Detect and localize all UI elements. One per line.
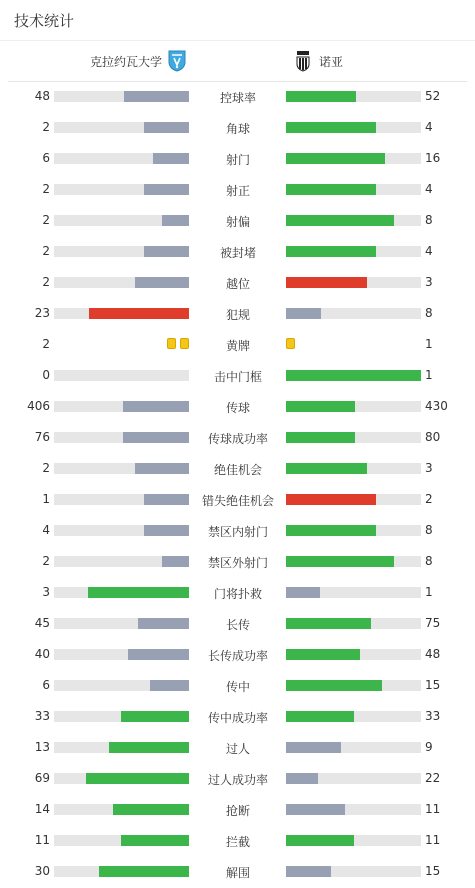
home-yellow-cards xyxy=(163,338,189,350)
home-stat-value: 14 xyxy=(34,802,50,816)
home-stat-bar xyxy=(89,308,189,319)
away-stat-value: 430 xyxy=(425,399,448,413)
away-stat-value: 11 xyxy=(425,802,441,816)
home-stat-value: 2 xyxy=(42,275,50,289)
home-stat-bar xyxy=(88,587,189,598)
away-stat-bar-track xyxy=(286,649,421,660)
away-stat-value: 9 xyxy=(425,740,433,754)
away-stat-value: 80 xyxy=(425,430,441,444)
away-stat-value: 75 xyxy=(425,616,441,630)
home-stat-bar-track xyxy=(54,122,189,133)
stat-label: 射正 xyxy=(225,184,250,198)
stat-label: 被封堵 xyxy=(219,246,256,260)
stats-list xyxy=(0,81,475,887)
stat-label: 传球成功率 xyxy=(207,432,268,446)
page-title: 技术统计 xyxy=(14,12,75,30)
home-stat-value: 45 xyxy=(34,616,50,630)
stat-row xyxy=(0,732,475,763)
home-stat-bar xyxy=(86,773,189,784)
home-stat-bar-track xyxy=(54,525,189,536)
away-team-name: 诺亚 xyxy=(319,55,344,69)
away-stat-bar xyxy=(286,866,331,877)
home-stat-bar xyxy=(109,742,189,753)
home-stat-bar-track xyxy=(54,649,189,660)
stat-row xyxy=(0,422,475,453)
away-stat-bar-track xyxy=(286,401,421,412)
away-stat-value: 3 xyxy=(425,275,433,289)
away-stat-bar-track xyxy=(286,866,421,877)
away-team-crest-icon xyxy=(296,50,310,72)
home-stat-bar-track xyxy=(54,618,189,629)
home-stat-bar xyxy=(144,525,189,536)
away-stat-bar-track xyxy=(286,308,421,319)
home-stat-bar-track xyxy=(54,680,189,691)
away-stat-bar-track xyxy=(286,587,421,598)
home-stat-bar xyxy=(150,680,189,691)
away-stat-bar xyxy=(286,556,394,567)
home-stat-bar-track xyxy=(54,587,189,598)
stat-row xyxy=(0,391,475,422)
home-stat-bar-track xyxy=(54,308,189,319)
away-stat-bar-track xyxy=(286,246,421,257)
stat-label: 击中门框 xyxy=(213,370,262,384)
away-stat-bar-track xyxy=(286,804,421,815)
yellow-card-icon xyxy=(167,338,176,349)
home-stat-value: 2 xyxy=(42,182,50,196)
stat-row xyxy=(0,267,475,298)
away-stat-value: 1 xyxy=(425,337,433,351)
away-stat-value: 8 xyxy=(425,523,433,537)
home-stat-bar-track xyxy=(54,866,189,877)
away-stat-value: 4 xyxy=(425,244,433,258)
away-stat-bar xyxy=(286,308,321,319)
home-stat-bar-track xyxy=(54,370,189,381)
home-stat-bar-track xyxy=(54,401,189,412)
home-stat-value: 11 xyxy=(34,833,50,847)
away-stat-bar-track xyxy=(286,835,421,846)
away-stat-value: 15 xyxy=(425,864,441,878)
stat-row xyxy=(0,701,475,732)
home-stat-bar xyxy=(162,556,189,567)
home-team-crest-icon xyxy=(168,50,186,72)
yellow-card-icon xyxy=(180,338,189,349)
stat-row xyxy=(0,205,475,236)
away-stat-bar xyxy=(286,153,385,164)
home-stat-bar xyxy=(138,618,189,629)
stat-label: 传中成功率 xyxy=(207,711,268,725)
away-stat-bar-track xyxy=(286,153,421,164)
away-stat-bar xyxy=(286,184,376,195)
home-stat-bar xyxy=(144,122,189,133)
stat-label: 传球 xyxy=(225,401,250,415)
away-stat-bar-track xyxy=(286,91,421,102)
home-stat-value: 2 xyxy=(42,554,50,568)
teams-row xyxy=(8,41,467,82)
home-stat-bar xyxy=(153,153,189,164)
away-stat-value: 33 xyxy=(425,709,441,723)
home-stat-value: 76 xyxy=(34,430,50,444)
away-yellow-cards xyxy=(286,338,299,350)
home-stat-bar-track xyxy=(54,91,189,102)
away-stat-bar-track xyxy=(286,618,421,629)
home-stat-bar xyxy=(128,649,189,660)
away-stat-bar xyxy=(286,463,367,474)
away-stat-value: 16 xyxy=(425,151,441,165)
stat-row xyxy=(0,143,475,174)
home-stat-bar xyxy=(144,246,189,257)
away-stat-value: 52 xyxy=(425,89,441,103)
away-stat-value: 8 xyxy=(425,554,433,568)
away-stat-bar xyxy=(286,246,376,257)
stats-header xyxy=(0,0,475,41)
home-stat-bar xyxy=(121,835,189,846)
stat-row xyxy=(0,236,475,267)
away-stat-bar xyxy=(286,773,318,784)
away-stat-value: 48 xyxy=(425,647,441,661)
home-stat-value: 40 xyxy=(34,647,50,661)
home-stat-bar xyxy=(123,432,189,443)
home-stat-bar xyxy=(123,401,189,412)
away-stat-bar xyxy=(286,215,394,226)
home-stat-bar-track xyxy=(54,494,189,505)
stat-label: 错失绝佳机会 xyxy=(201,494,274,508)
stat-row xyxy=(0,639,475,670)
stat-label: 禁区外射门 xyxy=(207,556,268,570)
stat-row xyxy=(0,453,475,484)
stat-row xyxy=(0,112,475,143)
home-stat-value: 3 xyxy=(42,585,50,599)
home-stat-value: 406 xyxy=(27,399,50,413)
away-stat-bar xyxy=(286,370,421,381)
away-stat-bar xyxy=(286,742,341,753)
away-stat-bar-track xyxy=(286,370,421,381)
stat-label: 绝佳机会 xyxy=(213,463,262,477)
home-stat-bar xyxy=(124,91,189,102)
stat-label: 禁区内射门 xyxy=(207,525,268,539)
stat-row xyxy=(0,670,475,701)
away-stat-bar xyxy=(286,122,376,133)
home-stat-bar xyxy=(144,184,189,195)
stat-label: 黄牌 xyxy=(225,339,250,353)
away-stat-bar xyxy=(286,618,371,629)
away-stat-value: 11 xyxy=(425,833,441,847)
stat-label: 解围 xyxy=(225,866,250,880)
home-stat-value: 6 xyxy=(42,678,50,692)
stat-row xyxy=(0,81,475,112)
away-stat-bar-track xyxy=(286,432,421,443)
stat-label: 长传成功率 xyxy=(207,649,268,663)
home-stat-bar xyxy=(135,463,189,474)
away-stat-bar xyxy=(286,680,382,691)
home-stat-bar xyxy=(113,804,189,815)
away-stat-bar xyxy=(286,525,376,536)
away-stat-bar-track xyxy=(286,742,421,753)
home-stat-bar-track xyxy=(54,184,189,195)
home-stat-bar-track xyxy=(54,215,189,226)
stat-label: 抢断 xyxy=(225,804,250,818)
home-stat-bar xyxy=(135,277,189,288)
home-stat-value: 0 xyxy=(42,368,50,382)
away-stat-bar xyxy=(286,804,345,815)
yellow-card-icon xyxy=(286,338,295,349)
home-stat-value: 33 xyxy=(34,709,50,723)
home-stat-bar xyxy=(144,494,189,505)
away-stat-bar-track xyxy=(286,494,421,505)
home-stat-value: 2 xyxy=(42,120,50,134)
away-stat-bar-track xyxy=(286,711,421,722)
stat-row xyxy=(0,577,475,608)
away-stat-value: 1 xyxy=(425,368,433,382)
away-stat-bar-track xyxy=(286,122,421,133)
away-stat-bar xyxy=(286,649,360,660)
away-stat-value: 4 xyxy=(425,182,433,196)
home-stat-bar-track xyxy=(54,246,189,257)
home-team-name: 克拉约瓦大学 xyxy=(89,55,162,69)
away-stat-value: 4 xyxy=(425,120,433,134)
home-stat-bar-track xyxy=(54,773,189,784)
away-stat-bar xyxy=(286,91,356,102)
away-stat-bar-track xyxy=(286,463,421,474)
home-stat-bar-track xyxy=(54,463,189,474)
stat-label: 控球率 xyxy=(219,91,256,105)
home-stat-value: 30 xyxy=(34,864,50,878)
away-stat-bar xyxy=(286,711,354,722)
away-stat-value: 8 xyxy=(425,213,433,227)
away-stat-bar xyxy=(286,835,354,846)
home-stat-value: 4 xyxy=(42,523,50,537)
stat-row xyxy=(0,298,475,329)
home-stat-bar-track xyxy=(54,153,189,164)
stat-row xyxy=(0,329,475,360)
stat-label: 过人成功率 xyxy=(207,773,268,787)
away-stat-bar-track xyxy=(286,773,421,784)
away-stat-value: 2 xyxy=(425,492,433,506)
stat-label: 长传 xyxy=(225,618,250,632)
stat-label: 角球 xyxy=(225,122,250,136)
home-stat-value: 13 xyxy=(34,740,50,754)
home-stat-bar-track xyxy=(54,742,189,753)
home-stat-bar xyxy=(121,711,189,722)
stat-row xyxy=(0,546,475,577)
home-stat-bar-track xyxy=(54,277,189,288)
home-stat-bar-track xyxy=(54,432,189,443)
home-stat-value: 69 xyxy=(34,771,50,785)
stat-row xyxy=(0,856,475,887)
away-stat-value: 8 xyxy=(425,306,433,320)
stat-row xyxy=(0,763,475,794)
home-stat-value: 2 xyxy=(42,461,50,475)
away-stat-bar-track xyxy=(286,556,421,567)
stat-label: 拦截 xyxy=(225,835,250,849)
home-stat-value: 48 xyxy=(34,89,50,103)
away-stat-bar-track xyxy=(286,277,421,288)
stat-row xyxy=(0,794,475,825)
stat-label: 射门 xyxy=(225,153,250,167)
home-stat-value: 1 xyxy=(42,492,50,506)
away-stat-bar xyxy=(286,432,355,443)
stat-row xyxy=(0,825,475,856)
away-stat-bar-track xyxy=(286,680,421,691)
stat-label: 传中 xyxy=(225,680,250,694)
home-stat-bar-track xyxy=(54,804,189,815)
home-stat-bar xyxy=(162,215,189,226)
home-stat-value: 2 xyxy=(42,337,50,351)
away-stat-value: 3 xyxy=(425,461,433,475)
away-stat-bar-track xyxy=(286,525,421,536)
home-stat-value: 23 xyxy=(34,306,50,320)
home-stat-value: 2 xyxy=(42,244,50,258)
away-stat-bar xyxy=(286,494,376,505)
stat-row xyxy=(0,515,475,546)
stat-row xyxy=(0,484,475,515)
away-stat-value: 22 xyxy=(425,771,441,785)
away-stat-bar xyxy=(286,401,355,412)
away-stat-value: 1 xyxy=(425,585,433,599)
home-stat-value: 6 xyxy=(42,151,50,165)
away-stat-bar xyxy=(286,587,320,598)
away-stat-bar-track xyxy=(286,184,421,195)
stat-row xyxy=(0,360,475,391)
stat-label: 犯规 xyxy=(225,308,250,322)
home-stat-bar xyxy=(99,866,189,877)
away-stat-bar-track xyxy=(286,215,421,226)
home-stat-bar-track xyxy=(54,711,189,722)
stat-label: 过人 xyxy=(225,742,250,756)
stat-label: 门将扑救 xyxy=(213,587,262,601)
stat-row xyxy=(0,174,475,205)
stat-row xyxy=(0,608,475,639)
away-stat-bar xyxy=(286,277,367,288)
away-stat-value: 15 xyxy=(425,678,441,692)
home-stat-value: 2 xyxy=(42,213,50,227)
home-stat-bar-track xyxy=(54,835,189,846)
stat-label: 越位 xyxy=(225,277,250,291)
stat-label: 射偏 xyxy=(225,215,250,229)
home-stat-bar-track xyxy=(54,556,189,567)
